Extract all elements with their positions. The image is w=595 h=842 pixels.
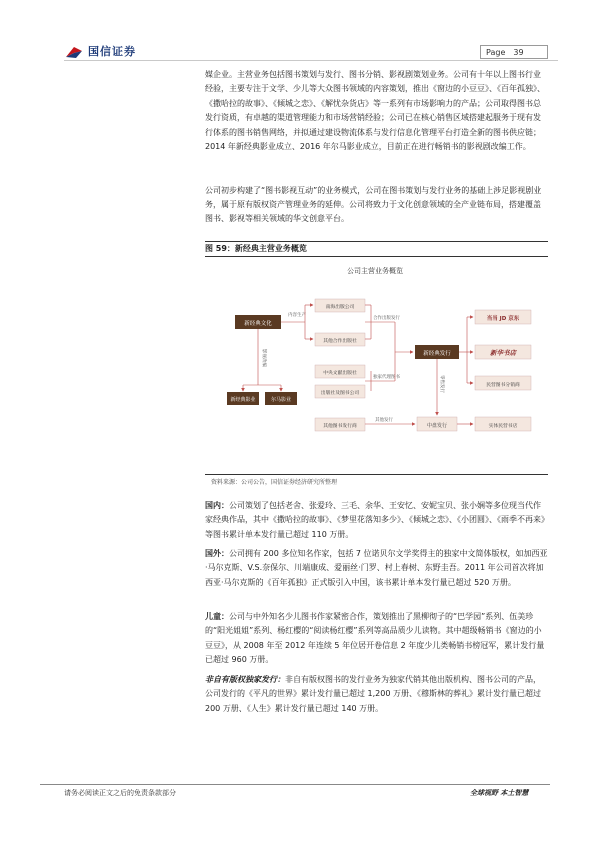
header-divider [64,60,558,61]
section-text: 非自有版权图书的发行业务为独家代销其他出版机构、图书公司的产品，公司发行的《平凡的世界》累计发行量已超过 1,200 万册、《穆斯林的葬礼》累计发行量已超过 200 万册、《人生》累计发行量已超过 140 万册。 [205,675,541,713]
footer-divider [40,784,550,785]
logo-text: 国信证券 [88,45,136,58]
section-label: 国外： [205,549,229,558]
section-text: 公司拥有 200 多位知名作家，包括 7 位诺贝尔文学奖得主的独家中文简体版权，如加西亚·马尔克斯、V.S.奈保尔、川端康成、爱丽丝·门罗、村上春树、东野圭吾。2011 年公司首次将加西亚·马尔克斯的《百年孤独》正式版引入中国，该书累计单本发行量已超过 520 万册。 [205,549,548,587]
figure-source: 资料来源：公司公告，国信证券经济研究所整理 [211,479,338,486]
sub-right-label: 尔马影业 [270,397,292,403]
xinhua-label: 新华书店 [490,349,516,357]
other-label: 其他发行 [375,418,393,423]
page-indicator [480,45,548,59]
publisher-a2-label: 其他合作出版社 [323,339,357,344]
private-label: 民营图书分销商 [486,383,520,388]
section-text: 公司策划了包括老舍、张爱玲、三毛、余华、王安忆、安妮宝贝、张小娴等多位现当代作家经典作品，其中《撒哈拉的故事》、《梦里花落知多少》、《倾城之恋》、《小团圆》、《雨季不再来》等图书累计单本发行量已超过 110 万册。 [205,501,545,539]
content-label: 内容生产 [288,313,306,318]
section-foreign [205,547,548,590]
intro-paragraph-1: 媒企业。主营业务包括图书策划与发行、图书分销、影视剧策划业务。公司有十年以上图书行业经验，主要专注于文学、少儿等大众图书领域的内容策划，推出《窗边的小豆豆》、《百年孤独》、《撒哈拉的故事》、《倾城之恋》、《解忧杂货店》等一系列有市场影响力的产品；公司取得图书总发行资质，有卓越的渠道管理能力和市场营销经验；公司已在核心销售区域搭建起服务于现有发行体系的图书销售网络，并拟通过建设物流体系与发行信息化管理平台打造全新的图书供应链；2014 年新经典影业成立、2016 年尔马影业成立，目前正在进行畅销书的影视剧改编工作。 [205,70,545,152]
business-overview-diagram [205,257,548,473]
section-label: 儿童： [205,612,229,621]
sub-left-label: 新经典影业 [230,397,256,403]
publisher-a1-label: 南海出版公司 [325,305,355,310]
physical-label: 实体民营书店 [488,424,518,429]
broker-logo [64,43,184,59]
retail-label: 零售发行 [439,375,444,393]
footer-disclaimer: 请务必阅读正文之后的免责条款部分 [64,789,176,797]
film-label: 影视改编 [261,349,266,367]
diagram-title: 公司主营业务概览 [347,267,403,275]
center-label: 新经典发行 [423,351,451,357]
publisher-b2-label: 出版社及图书公司 [320,391,360,396]
contract-label: 合作出版发行 [373,316,400,321]
figure-caption: 图 59：新经典主营业务概览 [205,241,548,257]
section-label: 国内： [205,501,229,510]
midtier-label: 中盘发行 [426,423,448,429]
online-label: 当当 JD 京东 [486,316,520,322]
page-label: Page [486,48,506,57]
footer-slogan: 全球视野 本土智慧 [470,789,529,797]
section-text: 公司与中外知名少儿图书作家紧密合作，策划推出了黑柳彻子的“巴学园”系列、伍美珍的“阳光姐姐”系列、杨红樱的“阅读杨红樱”系列等高品质少儿读物。其中超级畅销书《窗边的小豆豆》，从 2008 年至 2012 年连续 5 年位居开卷信息 2 年度少儿类畅销书榜冠军，累计发行量已超过 960 万册。 [205,612,545,665]
agent-label: 独家代理图书 [373,375,400,380]
distributor-label: 其他图书发行商 [323,424,357,429]
intro-paragraph-2: 公司初步构建了“图书影视互动”的业务模式，公司在图书策划与发行业务的基础上涉足影视剧业务，属于原有版权资产管理业务的延伸。公司将致力于文化创意领域的全产业链布局，搭建覆盖图书、影视等相关领域的华文创意平台。 [205,186,542,224]
publisher-b1-label: 中央文献出版社 [323,371,357,376]
section-label: 非自有版权独家发行： [205,675,285,684]
logo-mark-icon [64,44,84,58]
figure-bottom-rule [205,474,548,475]
page-number: 39 [513,48,524,57]
section-domestic [205,499,548,542]
section-exclusive [205,673,548,716]
section-children [205,610,548,668]
company-label: 新经典文化 [244,321,272,327]
